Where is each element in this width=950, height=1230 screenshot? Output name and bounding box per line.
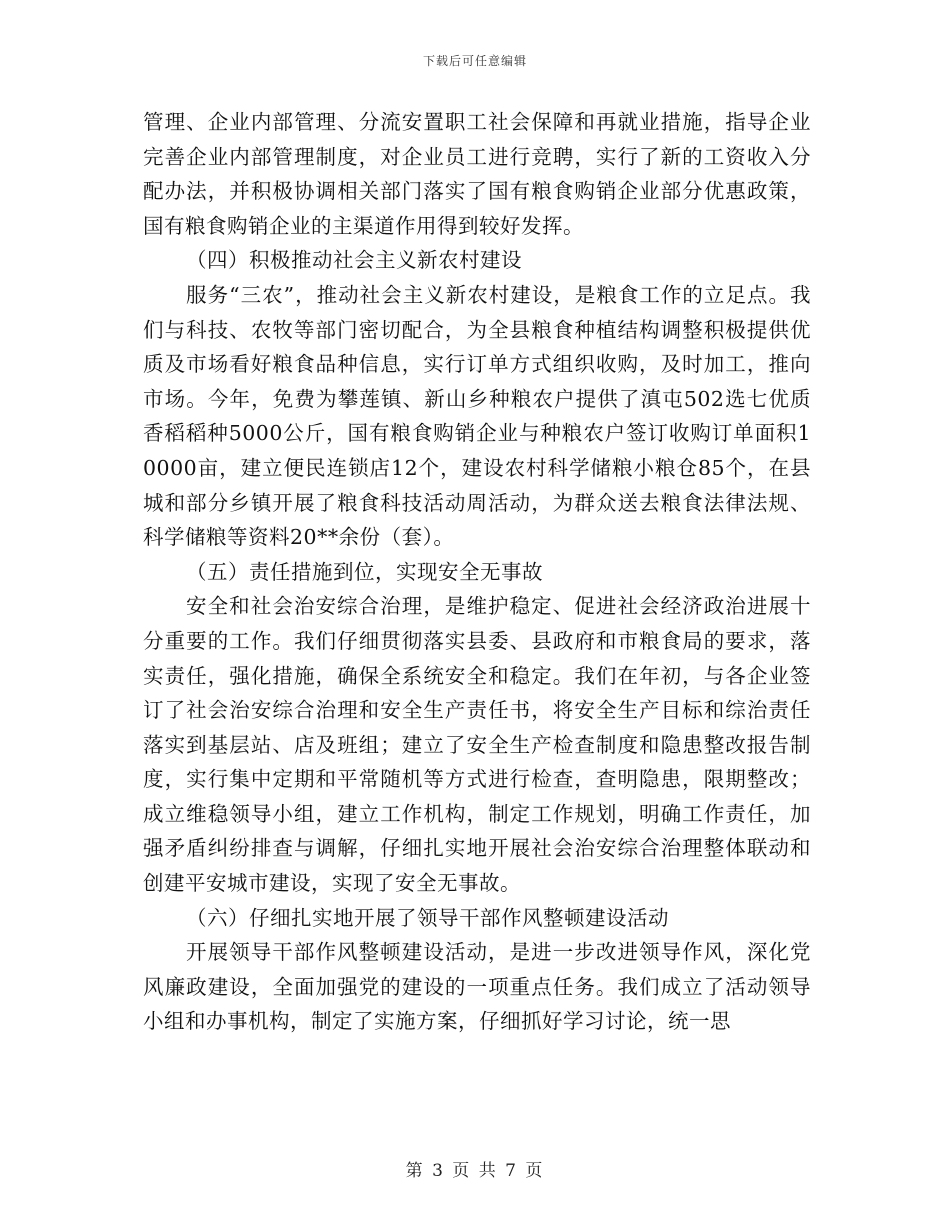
paragraph-continued: 管理、企业内部管理、分流安置职工社会保障和再就业措施，指导企业完善企业内部管理制度，对企业员工进行竞聘，实行了新的工资收入分配办法，并积极协调相关部门落实了国有粮食购销企业部分优惠政策，国有粮食购销企业的主渠道作用得到较好发挥。 — [143, 110, 811, 238]
page-number: 第 3 页 共 7 页 — [405, 1161, 545, 1181]
document-body — [143, 105, 811, 1039]
paragraph-section-5: 安全和社会治安综合治理，是维护稳定、促进社会经济政治进展十分重要的工作。我们仔细贯彻落实县委、县政府和市粮食局的要求，落实责任，强化措施，确保全系统安全和稳定。我们在年初，与各企业签订了社会治安综合治理和安全生产责任书，将安全生产目标和综治责任落实到基层站、店及班组；建立了安全生产检查制度和隐患整改报告制度，实行集中定期和平常随机等方式进行检查，查明隐患，限期整改；成立维稳领导小组，建立工作机构，制定工作规划，明确工作责任，加强矛盾纠纷排查与调解，仔细扎实地开展社会治安综合治理整体联动和创建平安城市建设，实现了安全无事故。 — [143, 594, 811, 896]
section-heading-4: （四）积极推动社会主义新农村建设 — [186, 248, 523, 273]
section-heading-5: （五）责任措施到位，实现安全无事故 — [186, 559, 544, 584]
paragraph-section-4: 服务“三农”，推动社会主义新农村建设，是粮食工作的立足点。我们与科技、农牧等部门密切配合，为全县粮食种植结构调整积极提供优质及市场看好粮食品种信息，实行订单方式组织收购，及时加工，推向市场。今年，免费为攀莲镇、新山乡种粮农户提供了滇屯502选七优质香稻稻种5000公斤，国有粮食购销企业与种粮农户签订收购订单面积10000亩，建立便民连锁店12个，建设农村科学储粮小粮仓85个，在县城和部分乡镇开展了粮食科技活动周活动，为群众送去粮食法律法规、科学储粮等资料20**余份（套）。 — [143, 282, 811, 550]
page-header: 下载后可任意编辑 — [422, 54, 527, 68]
section-heading-6: （六）仔细扎实地开展了领导干部作风整顿建设活动 — [186, 905, 670, 930]
paragraph-section-6: 开展领导干部作风整顿建设活动，是进一步改进领导作风，深化党风廉政建设，全面加强党的建设的一项重点任务。我们成立了活动领导小组和办事机构，制定了实施方案，仔细抓好学习讨论，统一思 — [143, 940, 811, 1034]
